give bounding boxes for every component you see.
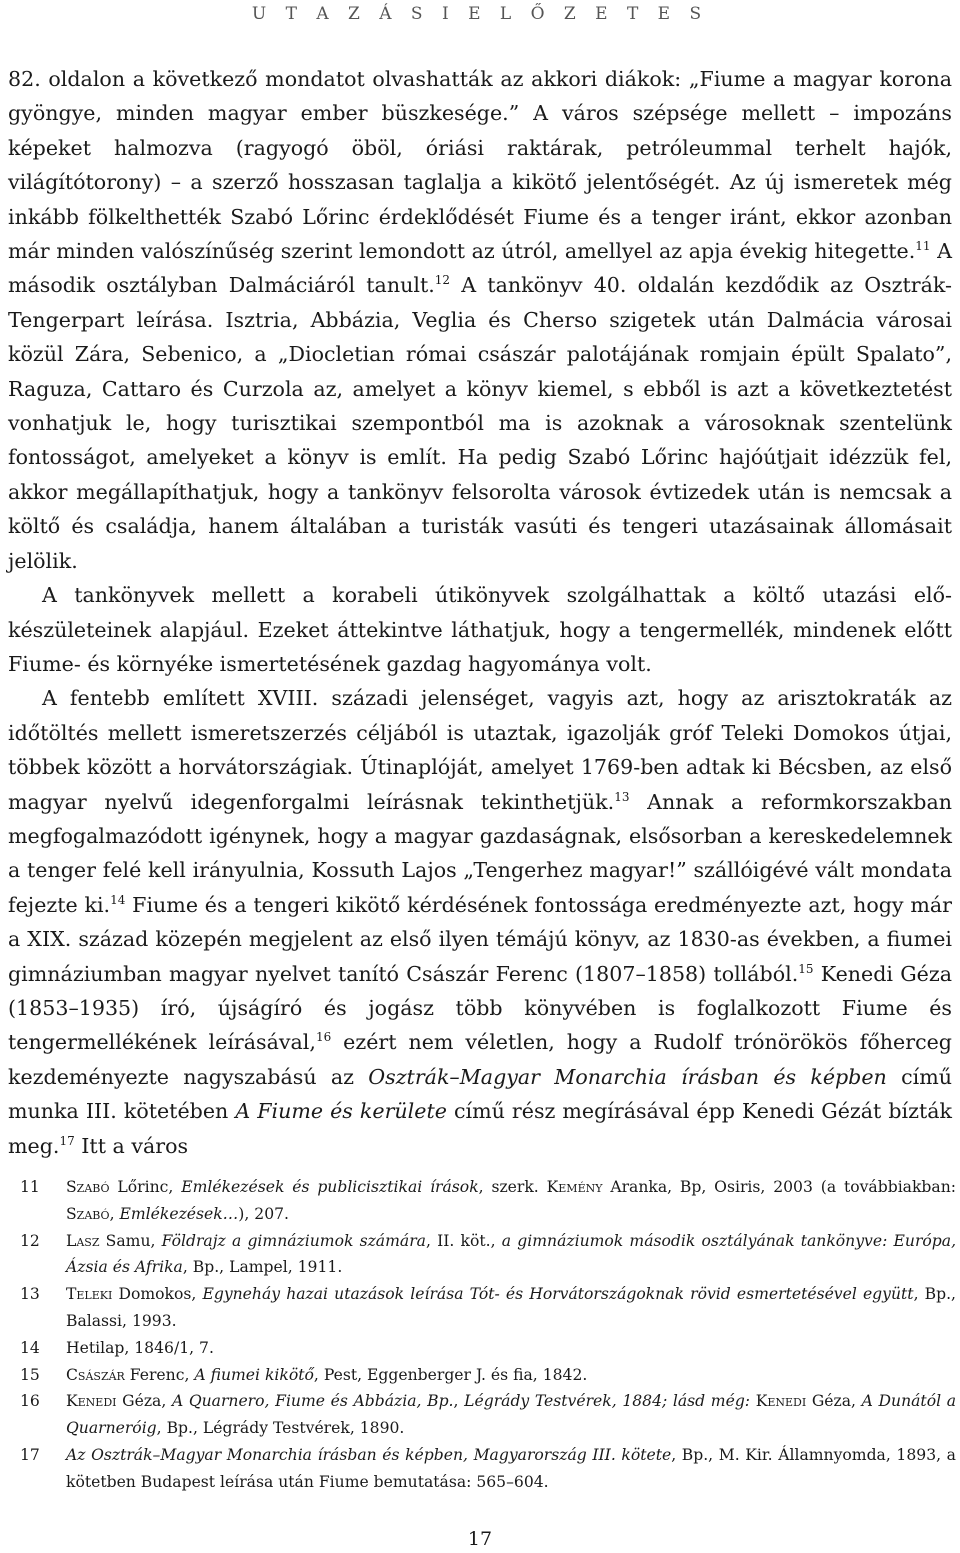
- footnote: [20, 1228, 956, 1282]
- footnote-text: [66, 1362, 956, 1389]
- footnote: [20, 1362, 956, 1389]
- footnote: [20, 1281, 956, 1335]
- footnote: [20, 1174, 956, 1228]
- paragraph: [8, 681, 952, 1163]
- footnote-number: 14: [20, 1338, 40, 1357]
- text-run: 82. oldalon a következő mondatot olvashatták az akkori diákok: „Fiume a magyar korona gyöngye, minden magyar ember büszkesége.” A város szépsége mellett – impozáns képeket halmozva (ragyogó öböl, óriási raktárak, petróleummal terhelt hajók, világítótorony) – a szerző hosszasan taglalja a kikötő jelentőségét. Az új ismeretek még inkább fölkelthették Szabó Lőrinc érdeklődését Fiume és a tenger iránt, ekkor azonban már minden valószínűség szerint lemondott az útról, amellyel az apja évekig hitegette.: [8, 67, 952, 264]
- italic-text: Emlékezések és publicisztikai írások: [181, 1178, 479, 1196]
- text-run: A második osztályban Dalmáciáról tanult.: [8, 239, 952, 298]
- small-caps-name: Kenedi: [755, 1392, 807, 1411]
- text-run: Géza,: [806, 1392, 862, 1411]
- footnote-number: 15: [20, 1365, 40, 1384]
- italic-text: A Dunától a Quarneróig: [66, 1392, 957, 1438]
- text-run: A tankönyv 40. oldalán kezdődik az Osztrák-Tengerpart leírása. Isztria, Abbázia, Veglia és Cherso szigetek után Dalmácia városai közül Zára, Sebenico, a „Diocletian római császár palotájának romjain épült Spalato”, Raguza, Cattaro és Curzola az, amelyet a könyv kiemel, s ebből is azt a következtetést vonhatjuk le, hogy turisztikai szempontból ma is azoknak a városoknak szentelünk fontosságot, amelyeket a könyv is említ. Ha pedig Szabó Lőrinc hajóútjait idézzük fel, akkor megállapíthatjuk, hogy a tankönyv felsorolta városok évtizedek után is nemcsak a költő és családja, hanem általában a turisták vasúti és tengeri utazásainak állomásait jelölik.: [8, 273, 952, 573]
- footnote-number: 13: [20, 1285, 40, 1304]
- text-run: Hetilap, 1846/1, 7.: [66, 1338, 214, 1357]
- italic-text: Emlékezések…: [119, 1204, 239, 1223]
- footnote: [20, 1388, 956, 1442]
- small-caps-name: Kemény: [546, 1178, 603, 1196]
- text-run: Annak a reformkorszakban megfogalmazódott igénynek, hogy a magyar gazdaságnak, elsősorban a kereskedelemnek a tenger felé kell irányulnia, Kossuth Lajos „Tengerhez magyar!” szállóigévé vált mondata fejezte ki.: [8, 789, 953, 917]
- footnotes: [20, 1174, 956, 1496]
- italic-text: A Fiume és kerülete: [235, 1099, 447, 1124]
- text-run: Samu,: [99, 1231, 162, 1250]
- small-caps-name: Kenedi: [66, 1392, 117, 1411]
- text-run: Kenedi Géza (1853–1935) író, újságíró és jogász több könyvében is foglalkozott Fiume és tengermellékének leírásával,: [8, 961, 952, 1055]
- paragraph: [8, 62, 952, 578]
- footnote-ref: 17: [59, 1133, 75, 1148]
- text-run: A tankönyvek mellett a korabeli útikönyvek szolgálhattak a költő utazási előkészületeinek alapjául. Ezeket áttekintve láthatjuk, hogy a tengermellék, mindenek előtt Fiume- és környéke ismertetésének gazdag hagyománya volt.: [8, 583, 952, 676]
- running-head: U T A Z Á S I E L Ő Z E T E S: [251, 4, 709, 24]
- footnote-ref: 15: [798, 961, 814, 976]
- text-run: című rész megírásával épp Kenedi Gézát bízták meg.: [8, 1099, 952, 1158]
- small-caps-name: Szabó: [66, 1204, 110, 1223]
- italic-text: Osztrák–Magyar Monarchia írásban és képben: [368, 1064, 887, 1089]
- text-run: Aranka, Bp, Osiris, 2003 (a továbbiakban:: [602, 1178, 956, 1196]
- footnote-number: 11: [20, 1178, 40, 1196]
- footnote-text: [66, 1442, 956, 1496]
- text-run: Lőrinc,: [109, 1178, 182, 1196]
- small-caps-name: Császár: [66, 1365, 125, 1384]
- small-caps-name: Teleki: [66, 1285, 113, 1304]
- text-run: Ferenc,: [124, 1365, 195, 1384]
- text-run: A fentebb említett XVIII. századi jelenséget, vagyis azt, hogy az arisztokraták az időtöltés mellett ismeretszerzés céljából is utaztak, igazolják gróf Teleki Domokos útjai, többek között a horvátországiak. Útinaplóját, amelyet 1769-ben adtak ki Bécsben, az első magyar nyelvű idegenforgalmi leírásnak tekinthetjük.: [8, 686, 952, 814]
- body-text: [8, 62, 952, 1163]
- italic-text: Egyneháy hazai utazások leírása Tót- és Horvátországoknak rövid esmertetésével együtt: [202, 1285, 914, 1304]
- footnote-number: 17: [20, 1445, 40, 1464]
- italic-text: A fiumei kikötő: [194, 1365, 314, 1384]
- text-run: Itt a város: [74, 1133, 189, 1158]
- footnote: [20, 1442, 956, 1496]
- footnote-text: [66, 1388, 956, 1442]
- footnote-ref: 11: [915, 239, 931, 254]
- footnote: [20, 1335, 956, 1362]
- footnote-ref: 16: [315, 1030, 332, 1045]
- footnote-text: [66, 1228, 956, 1282]
- small-caps-name: Lasz: [66, 1231, 100, 1250]
- text-run: Fiume és a tengeri kikötő kérdésének fontossága eredményezte azt, hogy már a XIX. század közepén megjelent az első ilyen témájú könyv, az 1830-as években, a fiumei gimnáziumban magyar nyelvet tanító Császár Ferenc (1807–1858) tollából.: [8, 892, 952, 986]
- page-number: 17: [467, 1528, 493, 1550]
- paragraph: [8, 578, 952, 681]
- small-caps-name: Szabó: [66, 1178, 110, 1196]
- footnote-ref: 14: [110, 892, 126, 907]
- footnote-text: [66, 1335, 956, 1362]
- footnote-ref: 12: [434, 273, 451, 288]
- text-run: , Bp., M. Kir. Államnyomda, 1893, a kötetben Budapest leírása után Fiume bemutatása: 565–604.: [66, 1445, 956, 1491]
- footnote-ref: 13: [614, 789, 630, 804]
- italic-text: A Quarnero, Fiume és Abbázia, Bp.: [171, 1392, 454, 1411]
- text-run: ), 207.: [238, 1204, 289, 1223]
- footnote-number: 16: [20, 1392, 40, 1411]
- text-run: című munka III. kötetében: [8, 1064, 952, 1124]
- footnote-text: [66, 1174, 956, 1228]
- text-run: Géza,: [116, 1392, 172, 1411]
- text-run: , Pest, Eggenberger J. és fia, 1842.: [313, 1365, 588, 1384]
- text-run: ezért nem véletlen, hogy a Rudolf trónörökös főherceg kezdeményezte nagyszabású az: [8, 1030, 952, 1089]
- text-run: , szerk.: [478, 1178, 547, 1196]
- italic-text: Légrády Testvérek, 1884; lásd még:: [464, 1392, 756, 1411]
- text-run: ,: [453, 1392, 465, 1411]
- text-run: , Bp., Légrády Testvérek, 1890.: [156, 1419, 405, 1438]
- text-run: , II. köt.,: [425, 1231, 502, 1250]
- text-run: , Bp., Balassi, 1993.: [66, 1285, 957, 1330]
- text-run: Domokos,: [112, 1285, 203, 1304]
- footnote-number: 12: [20, 1231, 40, 1250]
- italic-text: a gimnáziumok második osztályának tankönyve: Európa, Ázsia és Afrika: [66, 1231, 957, 1277]
- text-run: ,: [109, 1204, 120, 1223]
- text-run: , Bp., Lampel, 1911.: [182, 1258, 343, 1277]
- italic-text: Földrajz a gimnáziumok számára: [161, 1231, 426, 1250]
- footnote-text: [66, 1281, 956, 1335]
- italic-text: Az Osztrák–Magyar Monarchia írásban és képben, Magyarország III. kötete: [66, 1445, 672, 1464]
